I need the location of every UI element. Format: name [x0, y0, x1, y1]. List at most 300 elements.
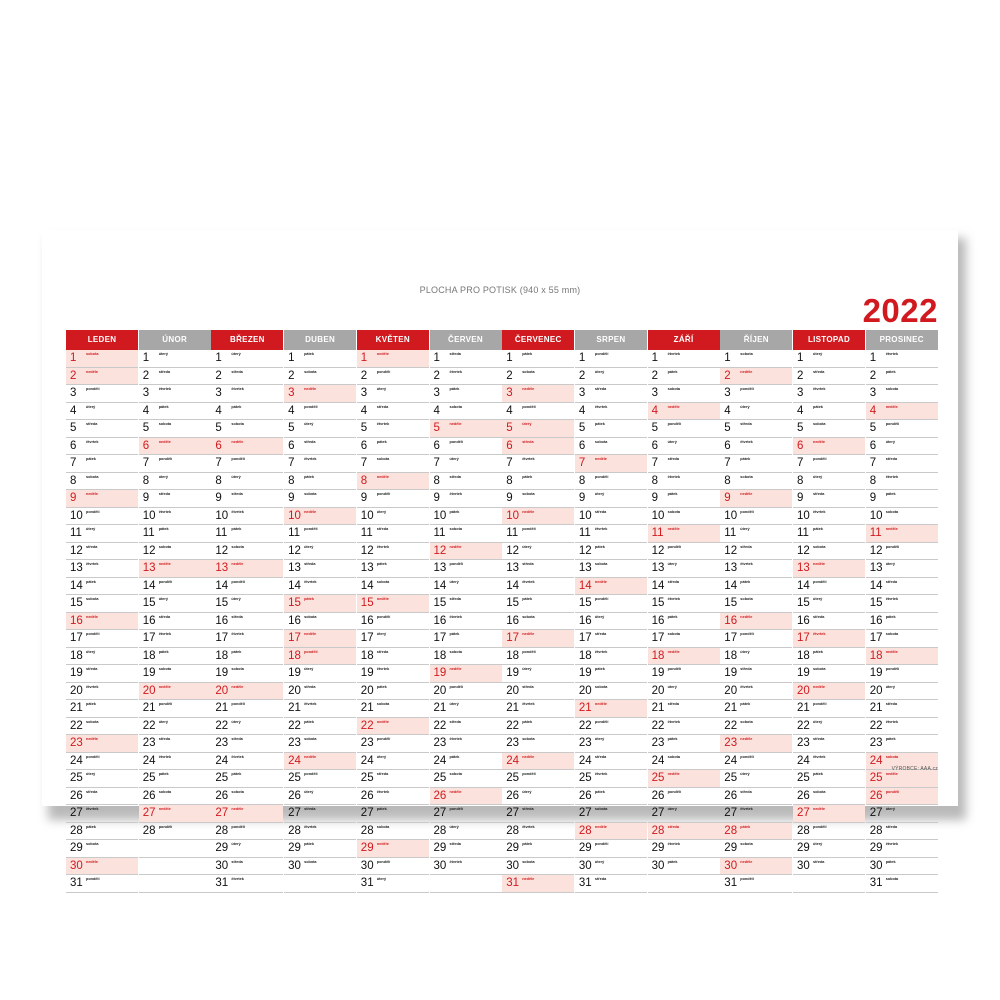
day-number: 5	[360, 422, 368, 434]
weekday-name: středa	[885, 702, 898, 706]
day-row	[66, 648, 138, 666]
day-number: 22	[651, 719, 665, 732]
day-row	[430, 560, 502, 578]
weekday-name: úterý	[376, 632, 387, 636]
day-row	[502, 420, 574, 438]
day-row	[793, 875, 865, 893]
day-row	[284, 858, 356, 876]
weekday-name: pondělí	[667, 667, 682, 671]
weekday-name: pátek	[667, 614, 678, 619]
month-column	[66, 330, 138, 893]
weekday-name: středa	[522, 562, 534, 566]
day-number: 13	[215, 562, 229, 574]
weekday-name: středa	[885, 457, 898, 461]
day-row	[430, 630, 502, 648]
day-row	[720, 648, 792, 666]
day-row	[793, 700, 865, 718]
day-number: 14	[288, 579, 301, 592]
day-number: 1	[142, 352, 150, 364]
day-row	[66, 385, 138, 403]
day-row	[793, 683, 865, 701]
day-row	[720, 805, 792, 823]
weekday-name: neděle	[594, 824, 607, 829]
day-row	[139, 788, 211, 806]
month-header: ČERVENEC	[502, 330, 574, 350]
day-number: 11	[506, 527, 519, 539]
weekday-name: středa	[740, 544, 752, 549]
day-row	[430, 385, 502, 403]
weekday-name: čtvrtek	[667, 352, 681, 356]
day-number: 22	[578, 719, 592, 732]
day-row	[648, 595, 720, 613]
weekday-name: pátek	[86, 457, 96, 461]
day-row	[866, 735, 938, 753]
day-number: 23	[360, 737, 374, 749]
weekday-name: pondělí	[740, 509, 754, 514]
day-row	[720, 700, 792, 718]
weekday-name: úterý	[885, 562, 895, 566]
day-row	[284, 788, 356, 806]
day-row	[357, 683, 429, 701]
day-row	[284, 560, 356, 578]
weekday-name: pondělí	[376, 369, 391, 374]
day-row	[720, 368, 792, 386]
day-number: 13	[578, 562, 592, 574]
weekday-name: sobota	[885, 754, 899, 759]
day-number: 24	[360, 754, 374, 767]
day-number: 29	[70, 842, 83, 854]
day-number: 18	[142, 649, 156, 662]
day-number: 22	[433, 719, 447, 732]
day-row	[866, 560, 938, 578]
day-number: 15	[433, 597, 447, 609]
day-number: 13	[506, 562, 519, 574]
day-number: 28	[869, 824, 883, 837]
day-row	[866, 490, 938, 508]
day-row	[139, 403, 211, 421]
weekday-name: středa	[86, 667, 98, 671]
weekday-name: sobota	[594, 684, 608, 689]
day-number: 19	[142, 667, 156, 679]
day-row	[866, 718, 938, 736]
weekday-name: čtvrtek	[231, 754, 244, 759]
weekday-name: středa	[885, 824, 898, 829]
weekday-name: pondělí	[231, 457, 245, 461]
weekday-name: pondělí	[813, 457, 827, 461]
day-row	[284, 875, 356, 893]
day-row	[575, 403, 647, 421]
weekday-name: sobota	[594, 562, 608, 566]
weekday-name: neděle	[304, 387, 317, 391]
day-row	[66, 788, 138, 806]
day-number: 14	[433, 579, 447, 592]
day-row	[211, 473, 283, 491]
day-number: 24	[142, 754, 156, 767]
day-number: 13	[433, 562, 447, 574]
day-number: 11	[869, 527, 882, 539]
day-row	[357, 455, 429, 473]
weekday-name: úterý	[231, 474, 241, 479]
day-number: 24	[578, 754, 592, 767]
day-number: 12	[360, 544, 374, 557]
day-number: 1	[360, 352, 368, 364]
weekday-name: středa	[158, 492, 171, 496]
weekday-name: pondělí	[740, 387, 754, 391]
weekday-name: neděle	[885, 772, 898, 776]
day-row	[139, 823, 211, 841]
day-number: 10	[869, 509, 883, 522]
day-row	[720, 420, 792, 438]
weekday-name: sobota	[86, 474, 99, 479]
day-row	[575, 508, 647, 526]
day-number: 21	[433, 702, 447, 714]
weekday-name: pondělí	[158, 824, 173, 829]
day-row	[357, 858, 429, 876]
day-row	[211, 368, 283, 386]
weekday-name: čtvrtek	[740, 807, 753, 811]
day-row	[575, 438, 647, 456]
weekday-name: pondělí	[231, 579, 245, 584]
day-row	[284, 420, 356, 438]
weekday-name: pondělí	[376, 737, 391, 741]
weekday-name: čtvrtek	[231, 387, 244, 391]
weekday-name: pátek	[304, 597, 315, 601]
weekday-name: čtvrtek	[885, 352, 899, 356]
weekday-name: pátek	[885, 614, 896, 619]
day-row	[793, 770, 865, 788]
weekday-name: pátek	[231, 772, 242, 776]
month-header: KVĚTEN	[357, 330, 429, 350]
day-number: 19	[506, 667, 519, 679]
day-number: 12	[506, 544, 519, 557]
day-row	[357, 665, 429, 683]
day-row	[357, 578, 429, 596]
weekday-name: pondělí	[885, 544, 900, 549]
day-row	[430, 455, 502, 473]
day-row	[284, 700, 356, 718]
weekday-name: úterý	[885, 684, 895, 689]
day-number: 18	[797, 649, 810, 662]
day-row	[793, 753, 865, 771]
day-number: 25	[651, 772, 665, 784]
weekday-name: čtvrtek	[594, 404, 608, 409]
weekday-name: pátek	[667, 492, 678, 496]
year-title: 2022	[862, 292, 938, 329]
weekday-name: čtvrtek	[594, 527, 608, 531]
day-number: 17	[142, 632, 156, 644]
day-row	[648, 700, 720, 718]
day-row	[575, 578, 647, 596]
day-number: 31	[724, 877, 738, 889]
day-row	[139, 525, 211, 543]
day-row	[793, 420, 865, 438]
weekday-name: úterý	[231, 842, 241, 846]
day-number: 10	[70, 509, 83, 522]
day-row	[793, 350, 865, 368]
day-row	[66, 490, 138, 508]
weekday-name: úterý	[304, 544, 314, 549]
day-number: 27	[869, 807, 883, 819]
weekday-name: čtvrtek	[449, 859, 462, 864]
day-row	[720, 718, 792, 736]
day-row	[575, 560, 647, 578]
day-number: 9	[869, 492, 877, 504]
day-number: 18	[578, 649, 592, 662]
day-number: 20	[215, 684, 229, 697]
weekday-name: pondělí	[740, 754, 754, 759]
weekday-name: úterý	[158, 597, 168, 601]
weekday-name: pátek	[158, 527, 169, 531]
day-number: 17	[215, 632, 229, 644]
day-row	[284, 595, 356, 613]
day-row	[502, 508, 574, 526]
weekday-name: pátek	[449, 387, 460, 391]
day-row	[139, 875, 211, 893]
weekday-name: čtvrtek	[158, 387, 172, 391]
day-number: 20	[869, 684, 883, 697]
weekday-name: pondělí	[449, 562, 463, 566]
day-number: 22	[142, 719, 156, 732]
weekday-name: sobota	[740, 719, 753, 724]
day-number: 2	[651, 369, 658, 382]
day-number: 12	[869, 544, 883, 557]
day-row	[866, 595, 938, 613]
weekday-name: neděle	[522, 509, 535, 514]
weekday-name: úterý	[740, 527, 750, 531]
day-row	[720, 753, 792, 771]
day-number: 30	[869, 859, 883, 872]
month-header: ŘÍJEN	[720, 330, 792, 350]
day-number: 28	[578, 824, 592, 837]
day-row	[430, 735, 502, 753]
weekday-name: pondělí	[231, 702, 245, 706]
day-row	[211, 350, 283, 368]
weekday-name: pátek	[667, 859, 678, 864]
day-number: 31	[360, 877, 374, 889]
weekday-name: čtvrtek	[158, 632, 172, 636]
day-row	[866, 403, 938, 421]
day-row	[211, 770, 283, 788]
weekday-name: pondělí	[158, 457, 173, 461]
day-row	[357, 595, 429, 613]
day-number: 4	[360, 404, 368, 417]
day-row	[648, 403, 720, 421]
day-number: 19	[70, 667, 83, 679]
day-number: 7	[506, 457, 513, 469]
day-row	[793, 560, 865, 578]
weekday-name: neděle	[667, 527, 680, 531]
day-row	[357, 718, 429, 736]
day-number: 17	[506, 632, 519, 644]
day-row	[502, 543, 574, 561]
weekday-name: neděle	[740, 737, 753, 741]
weekday-name: neděle	[231, 439, 244, 444]
weekday-name: neděle	[740, 369, 753, 374]
day-row	[575, 683, 647, 701]
day-row	[866, 473, 938, 491]
day-number: 21	[70, 702, 83, 714]
weekday-name: pondělí	[522, 772, 536, 776]
day-row	[575, 665, 647, 683]
day-number: 5	[288, 422, 295, 434]
day-number: 4	[142, 404, 150, 417]
day-number: 19	[360, 667, 374, 679]
weekday-name: pátek	[885, 369, 896, 374]
day-row	[793, 613, 865, 631]
day-number: 24	[797, 754, 810, 767]
weekday-name: neděle	[885, 404, 898, 409]
weekday-name: pátek	[304, 842, 315, 846]
day-row	[211, 858, 283, 876]
day-number: 5	[70, 422, 77, 434]
weekday-name: sobota	[813, 422, 826, 426]
day-number: 30	[215, 859, 229, 872]
weekday-name: pondělí	[813, 702, 827, 706]
day-row	[648, 560, 720, 578]
day-number: 7	[70, 457, 77, 469]
day-number: 15	[360, 597, 374, 609]
weekday-name: pátek	[885, 859, 896, 864]
day-row	[430, 578, 502, 596]
day-row	[66, 805, 138, 823]
weekday-name: úterý	[158, 352, 168, 356]
weekday-name: neděle	[158, 807, 171, 811]
day-row	[211, 665, 283, 683]
day-number: 16	[797, 614, 810, 627]
day-row	[66, 753, 138, 771]
day-number: 9	[578, 492, 586, 504]
day-row	[648, 648, 720, 666]
day-row	[139, 770, 211, 788]
day-number: 26	[215, 789, 229, 802]
day-number: 17	[288, 632, 301, 644]
day-number: 21	[651, 702, 665, 714]
day-row	[357, 753, 429, 771]
day-row	[211, 683, 283, 701]
day-number: 16	[506, 614, 519, 627]
day-number: 16	[433, 614, 447, 627]
day-row	[502, 735, 574, 753]
day-number: 7	[360, 457, 368, 469]
day-row	[430, 613, 502, 631]
day-number: 2	[215, 369, 222, 382]
day-number: 8	[506, 474, 513, 487]
weekday-name: pátek	[813, 649, 823, 654]
day-number: 11	[360, 527, 373, 539]
day-row	[720, 665, 792, 683]
weekday-name: čtvrtek	[885, 842, 899, 846]
weekday-name: pátek	[304, 719, 315, 724]
day-row	[793, 805, 865, 823]
weekday-name: čtvrtek	[86, 562, 99, 566]
day-number: 23	[724, 737, 738, 749]
day-row	[648, 665, 720, 683]
day-row	[211, 788, 283, 806]
day-row	[430, 753, 502, 771]
day-row	[793, 508, 865, 526]
weekday-name: středa	[594, 877, 607, 881]
weekday-name: úterý	[813, 842, 823, 846]
day-number: 12	[70, 544, 83, 557]
day-row	[211, 595, 283, 613]
weekday-name: středa	[376, 772, 389, 776]
day-row	[793, 665, 865, 683]
weekday-name: středa	[813, 369, 825, 374]
day-row	[648, 385, 720, 403]
day-row	[66, 368, 138, 386]
day-row	[575, 735, 647, 753]
day-row	[357, 648, 429, 666]
weekday-name: sobota	[376, 824, 390, 829]
weekday-name: pondělí	[449, 684, 463, 689]
weekday-name: čtvrtek	[449, 737, 462, 741]
weekday-name: úterý	[376, 509, 387, 514]
day-row	[430, 823, 502, 841]
day-row	[66, 683, 138, 701]
day-number: 21	[215, 702, 229, 714]
day-row	[648, 770, 720, 788]
weekday-name: čtvrtek	[158, 754, 172, 759]
weekday-name: čtvrtek	[522, 824, 535, 829]
weekday-name: sobota	[158, 544, 172, 549]
month-header: ÚNOR	[139, 330, 211, 350]
day-row	[502, 613, 574, 631]
weekday-name: sobota	[231, 789, 244, 794]
day-row	[284, 613, 356, 631]
weekday-name: sobota	[449, 404, 462, 409]
weekday-name: středa	[449, 474, 461, 479]
weekday-name: pátek	[231, 404, 242, 409]
day-number: 23	[288, 737, 301, 749]
day-row	[66, 875, 138, 893]
day-row	[430, 788, 502, 806]
day-number: 25	[869, 772, 883, 784]
day-number: 10	[797, 509, 810, 522]
day-row	[139, 630, 211, 648]
day-row	[866, 385, 938, 403]
weekday-name: středa	[885, 579, 898, 584]
day-number: 26	[724, 789, 738, 802]
weekday-name: čtvrtek	[304, 457, 317, 461]
weekday-name: neděle	[813, 684, 826, 689]
day-row	[139, 385, 211, 403]
weekday-name: sobota	[813, 667, 826, 671]
weekday-name: neděle	[667, 404, 680, 409]
day-row	[211, 735, 283, 753]
day-number: 3	[288, 387, 295, 399]
weekday-name: sobota	[667, 387, 681, 391]
day-row	[430, 543, 502, 561]
day-row	[284, 385, 356, 403]
day-row	[502, 718, 574, 736]
weekday-name: pondělí	[449, 439, 463, 444]
month-header: ČERVEN	[430, 330, 502, 350]
day-number: 21	[360, 702, 374, 714]
weekday-name: neděle	[522, 632, 535, 636]
weekday-name: středa	[813, 737, 825, 741]
weekday-name: sobota	[594, 807, 608, 811]
weekday-name: neděle	[813, 807, 826, 811]
day-number: 28	[651, 824, 665, 837]
month-header: LEDEN	[66, 330, 138, 350]
month-column	[357, 330, 429, 893]
day-number: 12	[288, 544, 301, 557]
day-row	[357, 788, 429, 806]
day-row	[430, 718, 502, 736]
weekday-name: úterý	[376, 877, 387, 881]
day-row	[720, 403, 792, 421]
day-row	[720, 735, 792, 753]
